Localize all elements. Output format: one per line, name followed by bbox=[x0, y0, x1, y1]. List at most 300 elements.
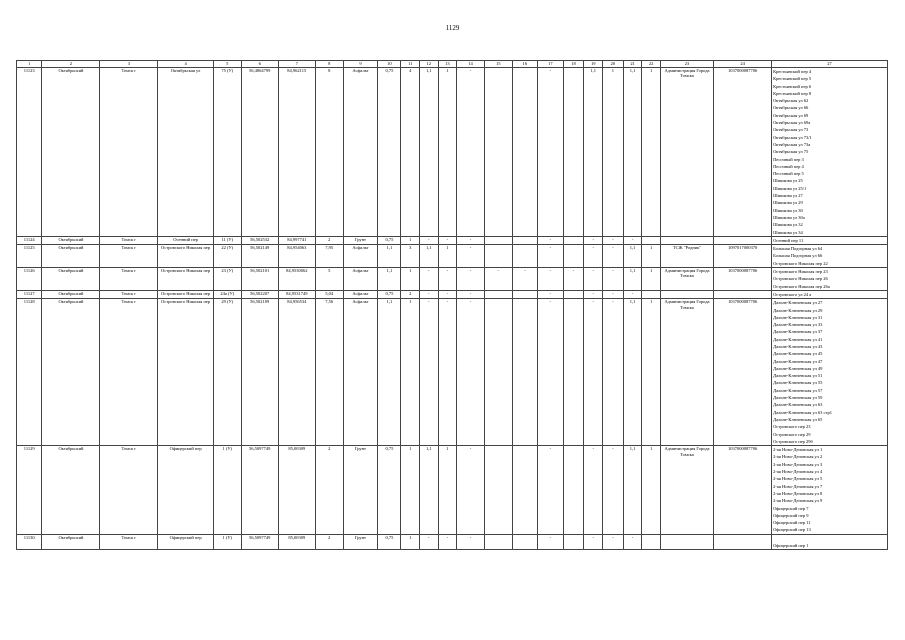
table-row bbox=[17, 68, 888, 237]
c15-cell bbox=[484, 236, 512, 244]
column-header: 19 bbox=[584, 61, 603, 68]
served-address: 2-ая Ново-Деповская ул 4 bbox=[773, 469, 823, 475]
city-cell: Томск г bbox=[100, 446, 158, 535]
district-cell: Октябрьский bbox=[42, 68, 100, 237]
c19-cell: - bbox=[584, 290, 603, 298]
c19-cell: 1,1 bbox=[584, 68, 603, 237]
city-cell: Томск г bbox=[100, 290, 158, 298]
surface-cell: Асфальт bbox=[343, 290, 378, 298]
column-header: 10 bbox=[378, 61, 401, 68]
area-cell: 8 bbox=[315, 68, 343, 237]
owner-cell: ТСЖ "Родник" bbox=[660, 245, 713, 268]
c19-cell: - bbox=[584, 299, 603, 446]
served-address: Песочный пер 5 bbox=[773, 171, 804, 177]
c12-cell: 1,1 bbox=[420, 245, 439, 268]
served-address: Дальне-Ключевская ул 59 bbox=[773, 395, 823, 401]
c22-cell bbox=[642, 534, 661, 550]
area-cell: 2 bbox=[315, 534, 343, 550]
column-header: 18 bbox=[563, 61, 584, 68]
row-id: 11123 bbox=[17, 68, 42, 237]
c16-cell bbox=[512, 236, 537, 244]
owner-cell: Администрация Города Томска bbox=[660, 446, 713, 535]
capacity-cell: 1,1 bbox=[378, 299, 401, 446]
c15-cell bbox=[484, 245, 512, 268]
latitude-cell: 56,502532 bbox=[241, 236, 278, 244]
column-header: 1 bbox=[17, 61, 42, 68]
served-address: 2-ая Ново-Деповская ул 5 bbox=[773, 476, 823, 482]
area-cell: 2 bbox=[315, 446, 343, 535]
c14-cell: - bbox=[457, 446, 485, 535]
c18-cell bbox=[563, 299, 584, 446]
served-address: Крестьянский пер 5 bbox=[773, 76, 812, 82]
c15-cell bbox=[484, 299, 512, 446]
c12-cell: 1,1 bbox=[420, 446, 439, 535]
table-row bbox=[17, 236, 888, 244]
c15-cell bbox=[484, 68, 512, 237]
containers-cell: 1 bbox=[401, 299, 420, 446]
served-address: Офицерский пер 1 bbox=[773, 543, 809, 548]
served-address: Островского Николая пер 22 bbox=[773, 260, 828, 266]
city-cell: Томск г bbox=[100, 268, 158, 291]
surface-cell: Грунт bbox=[343, 534, 378, 550]
c16-cell bbox=[512, 290, 537, 298]
c21-cell: 1,1 bbox=[623, 446, 642, 535]
served-address: Дальне-Ключевская ул 33 bbox=[773, 322, 823, 328]
table-body bbox=[17, 68, 888, 550]
longitude-cell: 84,997741 bbox=[278, 236, 315, 244]
served-address: Октябрьская ул 62 bbox=[773, 98, 809, 104]
c17-cell: - bbox=[538, 446, 563, 535]
column-header: 23 bbox=[660, 61, 713, 68]
c14-cell: - bbox=[457, 245, 485, 268]
served-address: Песочный пер 3 bbox=[773, 156, 804, 162]
c19-cell: - bbox=[584, 245, 603, 268]
c16-cell bbox=[512, 68, 537, 237]
capacity-cell: 0,75 bbox=[378, 68, 401, 237]
c18-cell bbox=[563, 245, 584, 268]
column-header: 17 bbox=[538, 61, 563, 68]
c13-cell: - bbox=[438, 268, 457, 291]
served-address: Дальне-Ключевская ул 27 bbox=[773, 300, 823, 306]
page-number: 1129 bbox=[445, 24, 460, 32]
table-row bbox=[17, 299, 888, 446]
served-address: Осенний пер 11 bbox=[773, 237, 804, 243]
containers-cell: 1 bbox=[401, 268, 420, 291]
served-address: Большая Подгорная ул 64 bbox=[773, 246, 823, 252]
surface-cell: Асфальт bbox=[343, 68, 378, 237]
longitude-cell: 84,9530062 bbox=[278, 268, 315, 291]
served-address: Октябрьская ул 73а bbox=[773, 141, 811, 147]
containers-cell: 2 bbox=[401, 290, 420, 298]
latitude-cell: 56,5097749 bbox=[241, 446, 278, 535]
c14-cell: - bbox=[457, 236, 485, 244]
c19-cell: - bbox=[584, 236, 603, 244]
c18-cell: - bbox=[563, 268, 584, 291]
served-address: Шишкова ул 30а bbox=[773, 214, 805, 220]
column-header: 15 bbox=[484, 61, 512, 68]
c21-cell: - bbox=[623, 534, 642, 550]
c15-cell bbox=[484, 446, 512, 535]
row-id: 11130 bbox=[17, 534, 42, 550]
c13-cell: 1 bbox=[438, 446, 457, 535]
served-address: Дальне-Ключевская ул 51 bbox=[773, 373, 823, 379]
surface-cell: Грунт bbox=[343, 446, 378, 535]
row-id: 11127 bbox=[17, 290, 42, 298]
city-cell: Томск г bbox=[100, 236, 158, 244]
served-address: Шишкова ул 32 bbox=[773, 222, 803, 228]
served-address: Офицерский пер 9 bbox=[773, 512, 809, 518]
column-header: 4 bbox=[158, 61, 214, 68]
served-address: Шишкова ул 25 bbox=[773, 178, 803, 184]
column-header: 24 bbox=[714, 61, 772, 68]
house-cell: 29 (У) bbox=[213, 299, 241, 446]
area-cell: 7,56 bbox=[315, 299, 343, 446]
c12-cell: - bbox=[420, 534, 439, 550]
served-address: 2-ая Ново-Деповская ул 7 bbox=[773, 483, 823, 489]
served-addresses-cell bbox=[772, 268, 888, 291]
containers-cell: 1 bbox=[401, 236, 420, 244]
c12-cell: - bbox=[420, 268, 439, 291]
served-address: Дальне-Ключевская ул 43 bbox=[773, 343, 823, 349]
c14-cell: - bbox=[457, 68, 485, 237]
c15-cell bbox=[484, 290, 512, 298]
column-header: 13 bbox=[438, 61, 457, 68]
served-address: Офицерский пер 7 bbox=[773, 505, 809, 511]
table-row bbox=[17, 245, 888, 268]
served-addresses-cell bbox=[772, 446, 888, 535]
served-address: Октябрьская ул 69а bbox=[773, 120, 811, 126]
served-address: Островского ул 24 а bbox=[773, 291, 812, 297]
surface-cell: Асфальт bbox=[343, 268, 378, 291]
c19-cell: - bbox=[584, 268, 603, 291]
served-addresses-cell bbox=[772, 290, 888, 298]
c12-cell: 1,1 bbox=[420, 68, 439, 237]
c12-cell: - bbox=[420, 236, 439, 244]
house-cell: 24а (У) bbox=[213, 290, 241, 298]
c14-cell: - bbox=[457, 268, 485, 291]
c13-cell: - bbox=[438, 236, 457, 244]
house-cell: 22 (У) bbox=[213, 245, 241, 268]
served-address: Октябрьская ул 73 bbox=[773, 127, 809, 133]
city-cell: Томск г bbox=[100, 299, 158, 446]
served-address: Шишкова ул 30 bbox=[773, 207, 803, 213]
c21-cell: - bbox=[623, 290, 642, 298]
c17-cell: - bbox=[538, 68, 563, 237]
c15-cell bbox=[484, 534, 512, 550]
district-cell: Октябрьский bbox=[42, 534, 100, 550]
street-cell: Офицерский пер bbox=[158, 534, 214, 550]
column-header: 14 bbox=[457, 61, 485, 68]
c13-cell: 1 bbox=[438, 68, 457, 237]
served-address: 2-ая Ново-Деповская ул 9 bbox=[773, 498, 823, 504]
column-header: 16 bbox=[512, 61, 537, 68]
c17-cell: - bbox=[538, 290, 563, 298]
c20-cell: - bbox=[602, 290, 623, 298]
served-address: Дальне-Ключевская ул 49 bbox=[773, 365, 823, 371]
served-address: 2-ая Ново-Деповская ул 8 bbox=[773, 490, 823, 496]
served-addresses-cell bbox=[772, 236, 888, 244]
table-row bbox=[17, 534, 888, 550]
owner-cell bbox=[660, 290, 713, 298]
served-address: Шишкова ул 25/1 bbox=[773, 185, 807, 191]
c22-cell: 1 bbox=[642, 299, 661, 446]
served-address: Шишкова ул 29 bbox=[773, 200, 803, 206]
served-address: 2-ая Ново-Деповская ул 3 bbox=[773, 461, 823, 467]
served-address: Дальне-Ключевская ул 37 bbox=[773, 329, 823, 335]
c21-cell: 1,1 bbox=[623, 268, 642, 291]
c20-cell: - bbox=[602, 534, 623, 550]
c14-cell: - bbox=[457, 299, 485, 446]
c19-cell: - bbox=[584, 534, 603, 550]
c12-cell: - bbox=[420, 290, 439, 298]
served-address: Большая Подгорная ул 66 bbox=[773, 253, 823, 259]
c19-cell: - bbox=[584, 446, 603, 535]
waste-sites-register-table bbox=[16, 60, 888, 550]
served-address: Дальне-Ключевская ул 65 bbox=[773, 416, 823, 422]
c14-cell: - bbox=[457, 534, 485, 550]
ogrn-cell: 1037000087706 bbox=[714, 268, 772, 291]
containers-cell: 1 bbox=[401, 446, 420, 535]
served-address: Островского пер 29б bbox=[773, 438, 813, 444]
capacity-cell: 1,1 bbox=[378, 245, 401, 268]
surface-cell: Асфальт bbox=[343, 245, 378, 268]
row-id: 11128 bbox=[17, 299, 42, 446]
c20-cell: - bbox=[602, 236, 623, 244]
c16-cell bbox=[512, 299, 537, 446]
street-cell: Островского Николая пер bbox=[158, 245, 214, 268]
served-address: Октябрьская ул 73/1 bbox=[773, 134, 812, 140]
column-header: 11 bbox=[401, 61, 420, 68]
c17-cell: - bbox=[538, 534, 563, 550]
served-address: Дальне-Ключевская ул 63 стр1 bbox=[773, 409, 833, 415]
c13-cell: 1 bbox=[438, 245, 457, 268]
c17-cell: - bbox=[538, 299, 563, 446]
c18-cell bbox=[563, 68, 584, 237]
served-address: Дальне-Ключевская ул 41 bbox=[773, 336, 823, 342]
ogrn-cell bbox=[714, 236, 772, 244]
containers-cell: 1 bbox=[401, 534, 420, 550]
c17-cell: - bbox=[538, 236, 563, 244]
c22-cell: 1 bbox=[642, 268, 661, 291]
city-cell: Томск г bbox=[100, 245, 158, 268]
district-cell: Октябрьский bbox=[42, 268, 100, 291]
served-address: Офицерский пер 11 bbox=[773, 520, 811, 526]
ogrn-cell: 1037000087706 bbox=[714, 299, 772, 446]
containers-cell: 4 bbox=[401, 68, 420, 237]
house-cell: 11 (У) bbox=[213, 236, 241, 244]
row-id: 11126 bbox=[17, 268, 42, 291]
c21-cell: 1,1 bbox=[623, 245, 642, 268]
capacity-cell: 0,75 bbox=[378, 236, 401, 244]
surface-cell: Грунт bbox=[343, 236, 378, 244]
containers-cell: 3 bbox=[401, 245, 420, 268]
c21-cell: 1,1 bbox=[623, 299, 642, 446]
c17-cell: - bbox=[538, 268, 563, 291]
column-header: 7 bbox=[278, 61, 315, 68]
district-cell: Октябрьский bbox=[42, 290, 100, 298]
row-id: 11124 bbox=[17, 236, 42, 244]
served-address: Островского Николая пер 26 bbox=[773, 276, 828, 282]
latitude-cell: 56,502109 bbox=[241, 299, 278, 446]
column-header: 27 bbox=[772, 61, 888, 68]
longitude-cell: 84,954063 bbox=[278, 245, 315, 268]
c20-cell: - bbox=[602, 245, 623, 268]
area-cell: 5,04 bbox=[315, 290, 343, 298]
street-cell: Островского Николая пер bbox=[158, 299, 214, 446]
column-header: 8 bbox=[315, 61, 343, 68]
c16-cell bbox=[512, 245, 537, 268]
table-row bbox=[17, 268, 888, 291]
house-cell: 1 (У) bbox=[213, 446, 241, 535]
column-header: 5 bbox=[213, 61, 241, 68]
capacity-cell: 0,75 bbox=[378, 290, 401, 298]
c12-cell: - bbox=[420, 299, 439, 446]
c22-cell bbox=[642, 236, 661, 244]
served-address: Островского Николая пер 23 bbox=[773, 269, 828, 275]
served-address: Островского пер 29 bbox=[773, 431, 811, 437]
served-address bbox=[773, 535, 886, 542]
owner-cell bbox=[660, 534, 713, 550]
served-address: Дальне-Ключевская ул 57 bbox=[773, 387, 823, 393]
ogrn-cell: 1037000087706 bbox=[714, 446, 772, 535]
row-id: 11129 bbox=[17, 446, 42, 535]
served-address: Дальне-Ключевская ул 45 bbox=[773, 351, 823, 357]
surface-cell: Асфальт bbox=[343, 299, 378, 446]
c17-cell: - bbox=[538, 245, 563, 268]
column-header: 21 bbox=[623, 61, 642, 68]
c16-cell bbox=[512, 534, 537, 550]
house-cell: 75 (У) bbox=[213, 68, 241, 237]
latitude-cell: 56,4864799 bbox=[241, 68, 278, 237]
served-address: Крестьянский пер 4 bbox=[773, 69, 812, 74]
house-cell: 23 (У) bbox=[213, 268, 241, 291]
longitude-cell: 84,956534 bbox=[278, 299, 315, 446]
served-addresses-cell bbox=[772, 299, 888, 446]
c13-cell: - bbox=[438, 534, 457, 550]
capacity-cell: 1,1 bbox=[378, 268, 401, 291]
latitude-cell: 56,502207 bbox=[241, 290, 278, 298]
street-cell: Осенний пер bbox=[158, 236, 214, 244]
c22-cell: 1 bbox=[642, 245, 661, 268]
district-cell: Октябрьский bbox=[42, 446, 100, 535]
ogrn-cell: 1037000087706 bbox=[714, 68, 772, 237]
longitude-cell: 84,9531749 bbox=[278, 290, 315, 298]
table-row bbox=[17, 290, 888, 298]
served-address: Крестьянский пер 6 bbox=[773, 83, 812, 89]
c18-cell bbox=[563, 534, 584, 550]
column-header: 2 bbox=[42, 61, 100, 68]
column-header: 12 bbox=[420, 61, 439, 68]
c16-cell: - bbox=[512, 268, 537, 291]
street-cell: Октябрьская ул bbox=[158, 68, 214, 237]
c15-cell: - bbox=[484, 268, 512, 291]
house-cell: 1 (У) bbox=[213, 534, 241, 550]
column-header: 6 bbox=[241, 61, 278, 68]
c22-cell bbox=[642, 290, 661, 298]
district-cell: Октябрьский bbox=[42, 236, 100, 244]
c18-cell bbox=[563, 290, 584, 298]
c13-cell: - bbox=[438, 290, 457, 298]
c18-cell bbox=[563, 236, 584, 244]
c20-cell: - bbox=[602, 299, 623, 446]
served-address: Дальне-Ключевская ул 55 bbox=[773, 380, 823, 386]
owner-cell bbox=[660, 236, 713, 244]
table-row bbox=[17, 446, 888, 535]
served-address: Шишкова ул 34 bbox=[773, 229, 803, 235]
street-cell: Островского Николая пер bbox=[158, 268, 214, 291]
served-address: 2-ая Ново-Деповская ул 1 bbox=[773, 447, 823, 453]
row-id: 11125 bbox=[17, 245, 42, 268]
c21-cell: 1,1 bbox=[623, 68, 642, 237]
served-address: Песочный пер 4 bbox=[773, 163, 804, 169]
served-address: Октябрьская ул 66 bbox=[773, 105, 809, 111]
column-header: 22 bbox=[642, 61, 661, 68]
district-cell: Октябрьский bbox=[42, 245, 100, 268]
street-cell: Островского Николая пер bbox=[158, 290, 214, 298]
served-addresses-cell bbox=[772, 534, 888, 550]
area-cell: 2 bbox=[315, 236, 343, 244]
capacity-cell: 0,75 bbox=[378, 534, 401, 550]
owner-cell: Администрация Города Томска bbox=[660, 299, 713, 446]
served-address: Крестьянский пер 8 bbox=[773, 90, 812, 96]
latitude-cell: 56,5097749 bbox=[241, 534, 278, 550]
longitude-cell: 85,00309 bbox=[278, 446, 315, 535]
ogrn-cell bbox=[714, 290, 772, 298]
street-cell: Офицерский пер bbox=[158, 446, 214, 535]
latitude-cell: 56,502149 bbox=[241, 245, 278, 268]
c20-cell: - bbox=[602, 446, 623, 535]
owner-cell: Администрация Города Томска bbox=[660, 68, 713, 237]
served-addresses-cell bbox=[772, 245, 888, 268]
served-address: Дальне-Ключевская ул 31 bbox=[773, 314, 823, 320]
city-cell: Томск г bbox=[100, 68, 158, 237]
capacity-cell: 0,75 bbox=[378, 446, 401, 535]
served-address: Офицерский пер 13 bbox=[773, 527, 811, 533]
served-addresses-cell bbox=[772, 68, 888, 237]
served-address: Октябрьская ул 69 bbox=[773, 112, 809, 118]
city-cell: Томск г bbox=[100, 534, 158, 550]
longitude-cell: 84,962115 bbox=[278, 68, 315, 237]
served-address: Дальне-Ключевская ул 47 bbox=[773, 358, 823, 364]
served-address: Дальне-Ключевская ул 63 bbox=[773, 402, 823, 408]
served-address: 2-ая Ново-Деповская ул 2 bbox=[773, 454, 823, 460]
area-cell: 5 bbox=[315, 268, 343, 291]
district-cell: Октябрьский bbox=[42, 299, 100, 446]
owner-cell: Администрация Города Томска bbox=[660, 268, 713, 291]
served-address: Шишкова ул 27 bbox=[773, 193, 803, 199]
column-header: 20 bbox=[602, 61, 623, 68]
c18-cell bbox=[563, 446, 584, 535]
header-row bbox=[17, 61, 888, 68]
column-header: 9 bbox=[343, 61, 378, 68]
c22-cell: 1 bbox=[642, 68, 661, 237]
c22-cell: 1 bbox=[642, 446, 661, 535]
served-address: Дальне-Ключевская ул 29 bbox=[773, 307, 823, 313]
c20-cell: - bbox=[602, 268, 623, 291]
served-address: Октябрьская ул 75 bbox=[773, 149, 809, 155]
served-address: Островского Николая пер 26а bbox=[773, 283, 830, 289]
c21-cell: - bbox=[623, 236, 642, 244]
latitude-cell: 56,502101 bbox=[241, 268, 278, 291]
ogrn-cell bbox=[714, 534, 772, 550]
served-address: Островского пер 23 bbox=[773, 424, 811, 430]
c16-cell bbox=[512, 446, 537, 535]
ogrn-cell: 1097017000370 bbox=[714, 245, 772, 268]
area-cell: 7,95 bbox=[315, 245, 343, 268]
c14-cell: - bbox=[457, 290, 485, 298]
c20-cell: 1 bbox=[602, 68, 623, 237]
column-header: 3 bbox=[100, 61, 158, 68]
